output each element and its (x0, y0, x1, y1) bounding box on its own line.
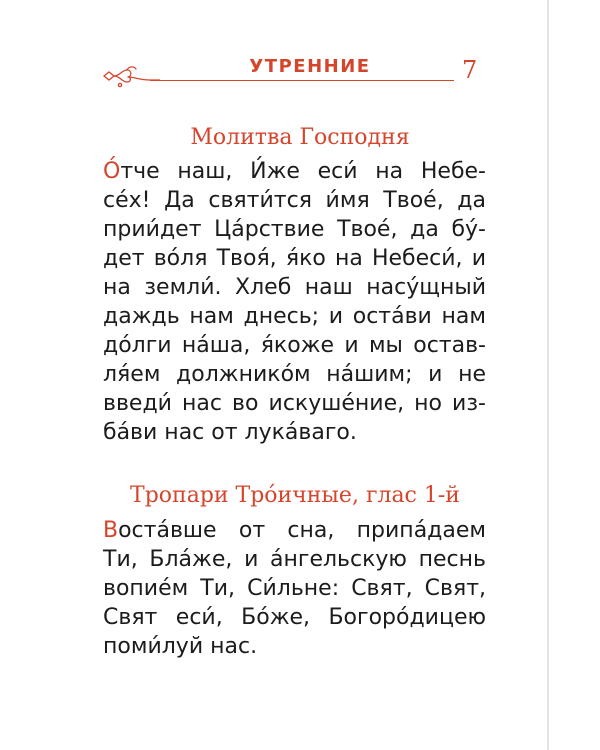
flourish-ornament-icon (100, 60, 160, 94)
text-line: на земли́. Хлеб наш насу́щный (103, 275, 486, 300)
text-line: вопие́м Ти, Си́льне: Свят, Свят, (103, 576, 486, 601)
text-line: Воста́вше от сна, припа́даем (103, 518, 486, 543)
text-line: О́тче наш, И́же еси́ на Небе- (103, 159, 486, 184)
header-rule (150, 80, 454, 81)
drop-capital: В (103, 518, 119, 543)
text-line: дет во́ля Твоя́, я́ко на Небеси́, и (103, 246, 486, 271)
page-number: 7 (462, 56, 478, 84)
text-line: Свят еси́, Бо́же, Богоро́дицею (103, 605, 486, 630)
section-title-lords-prayer: Молитва Господня (190, 125, 410, 150)
text-line: поми́луй нас. (103, 634, 258, 659)
text-line: се́х! Да святи́тся и́мя Твое́, да (103, 188, 486, 213)
text-line: ба́ви нас от лука́ваго. (103, 420, 357, 445)
text-line: Ти, Бла́же, и а́нгельскую песнь (103, 547, 486, 572)
section-title-troparia: Тропари Тро́ичные, глас 1-й (130, 483, 460, 508)
text-line: прии́дет Ца́рствие Твое́, да бу́- (103, 217, 486, 242)
page-edge-shadow (547, 0, 549, 750)
text-line: до́лги на́ша, я́коже и мы остав- (103, 333, 486, 358)
text-line: даждь нам днесь; и оста́ви нам (103, 304, 486, 329)
running-head: УТРЕННИЕ (249, 56, 371, 77)
text-line: ля́ем должнико́м на́шим; и не (103, 362, 486, 387)
text-line: введи́ нас во искуше́ние, но из- (103, 391, 486, 416)
drop-capital: О́ (103, 159, 121, 184)
